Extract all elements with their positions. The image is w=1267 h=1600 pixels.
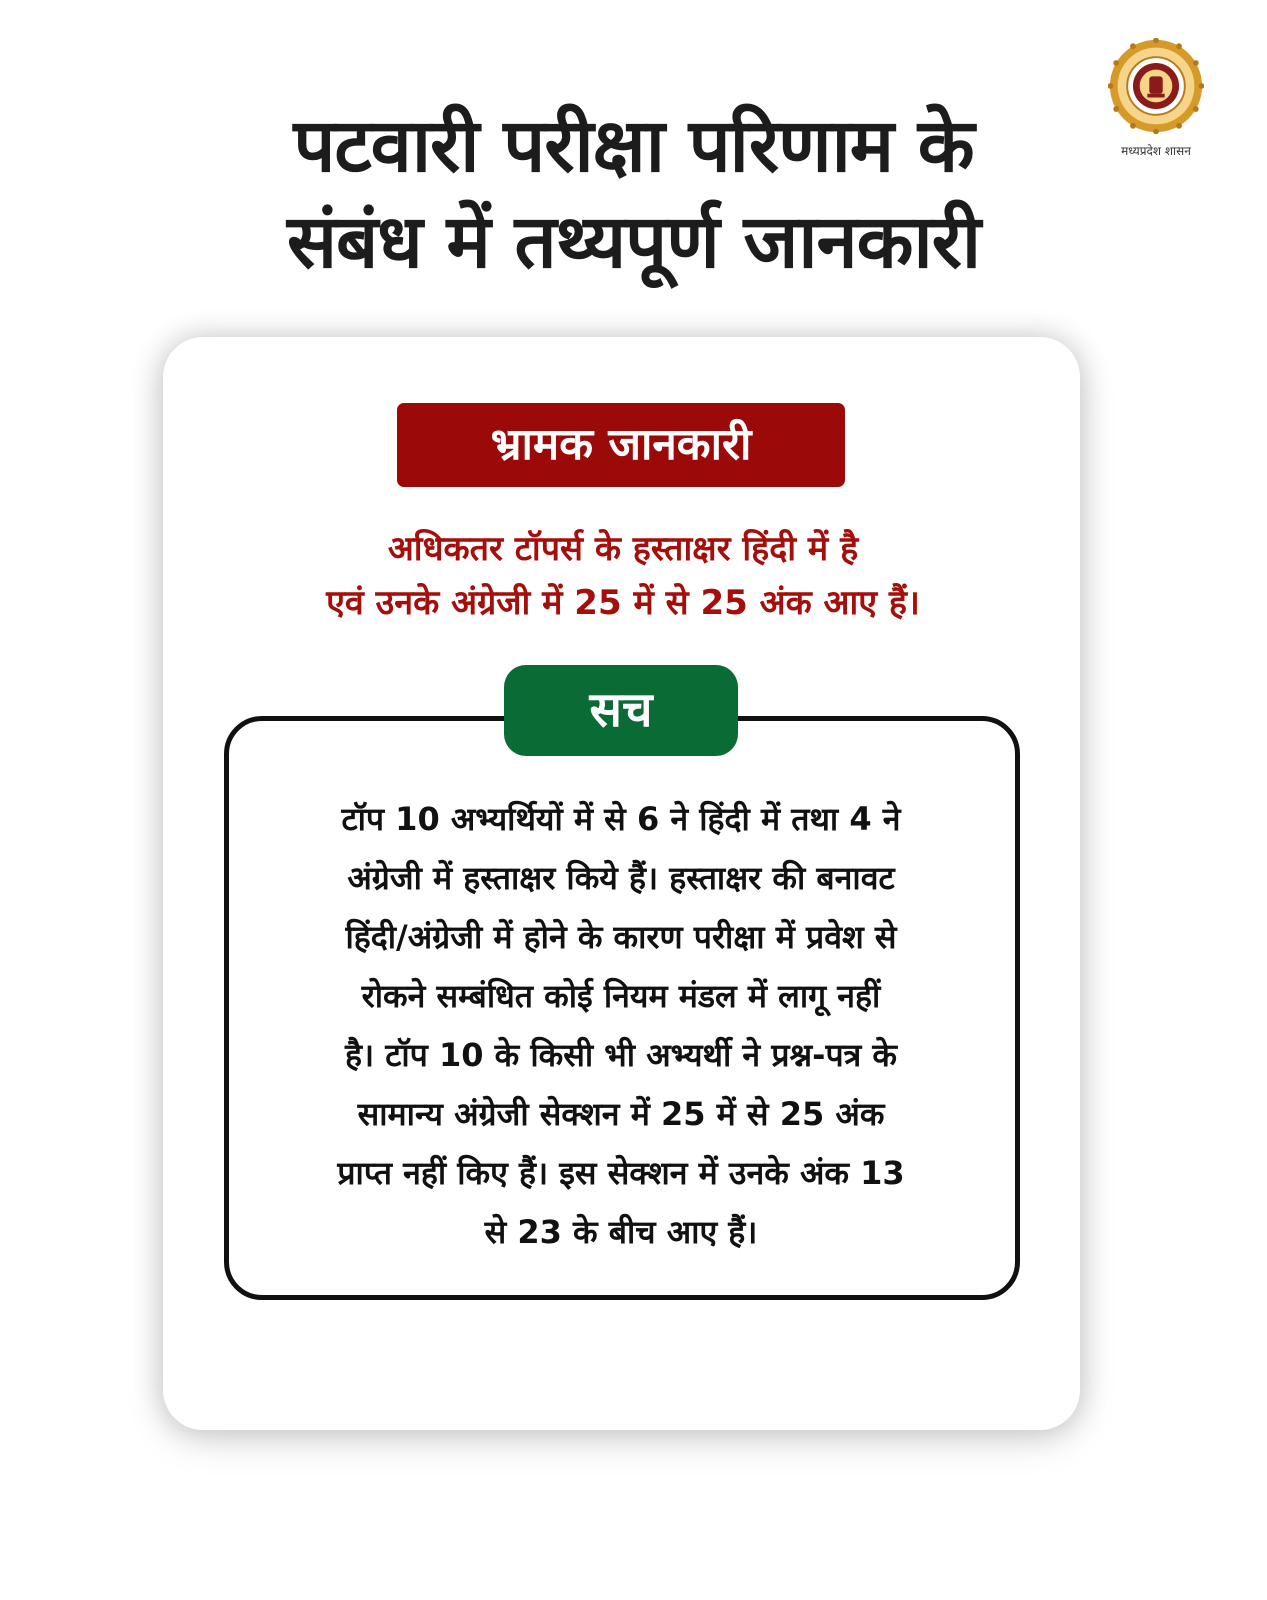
fact-line: प्राप्त नहीं किए हैं। इस सेक्शन में उनके अंक 13 [337, 1154, 905, 1192]
truth-badge: सच [504, 665, 738, 756]
fact-line: है। टॉप 10 के किसी भी अभ्यर्थी ने प्रश्न-पत्र के [345, 1036, 897, 1074]
misleading-claim-line-2: एवं उनके अंग्रेजी में 25 में से 25 अंक आए हैं। [326, 583, 920, 623]
title-line-1: पटवारी परीक्षा परिणाम के [293, 103, 974, 189]
fact-line: हिंदी/अंग्रेजी में होने के कारण परीक्षा में प्रवेश से [345, 918, 897, 956]
emblem-caption: मध्यप्रदेश शासन [1121, 144, 1191, 158]
fact-line: टॉप 10 अभ्यर्थियों में से 6 ने हिंदी में तथा 4 ने [341, 800, 901, 838]
page-title [140, 98, 1127, 290]
fact-text [238, 790, 1004, 1262]
title-line-2: संबंध में तथ्यपूर्ण जानकारी [286, 199, 981, 285]
misleading-claim-line-1: अधिकतर टॉपर्स के हस्ताक्षर हिंदी में है [387, 529, 859, 569]
misleading-info-badge: भ्रामक जानकारी [397, 403, 845, 487]
misleading-claim-text [223, 522, 1023, 630]
fact-line: से 23 के बीच आए हैं। [484, 1213, 758, 1251]
fact-line: सामान्य अंग्रेजी सेक्शन में 25 में से 25 अंक [357, 1095, 885, 1133]
fact-line: रोकने सम्बंधित कोई नियम मंडल में लागू नहीं [361, 977, 881, 1015]
fact-line: अंग्रेजी में हस्ताक्षर किये हैं। हस्ताक्षर की बनावट [347, 859, 895, 897]
